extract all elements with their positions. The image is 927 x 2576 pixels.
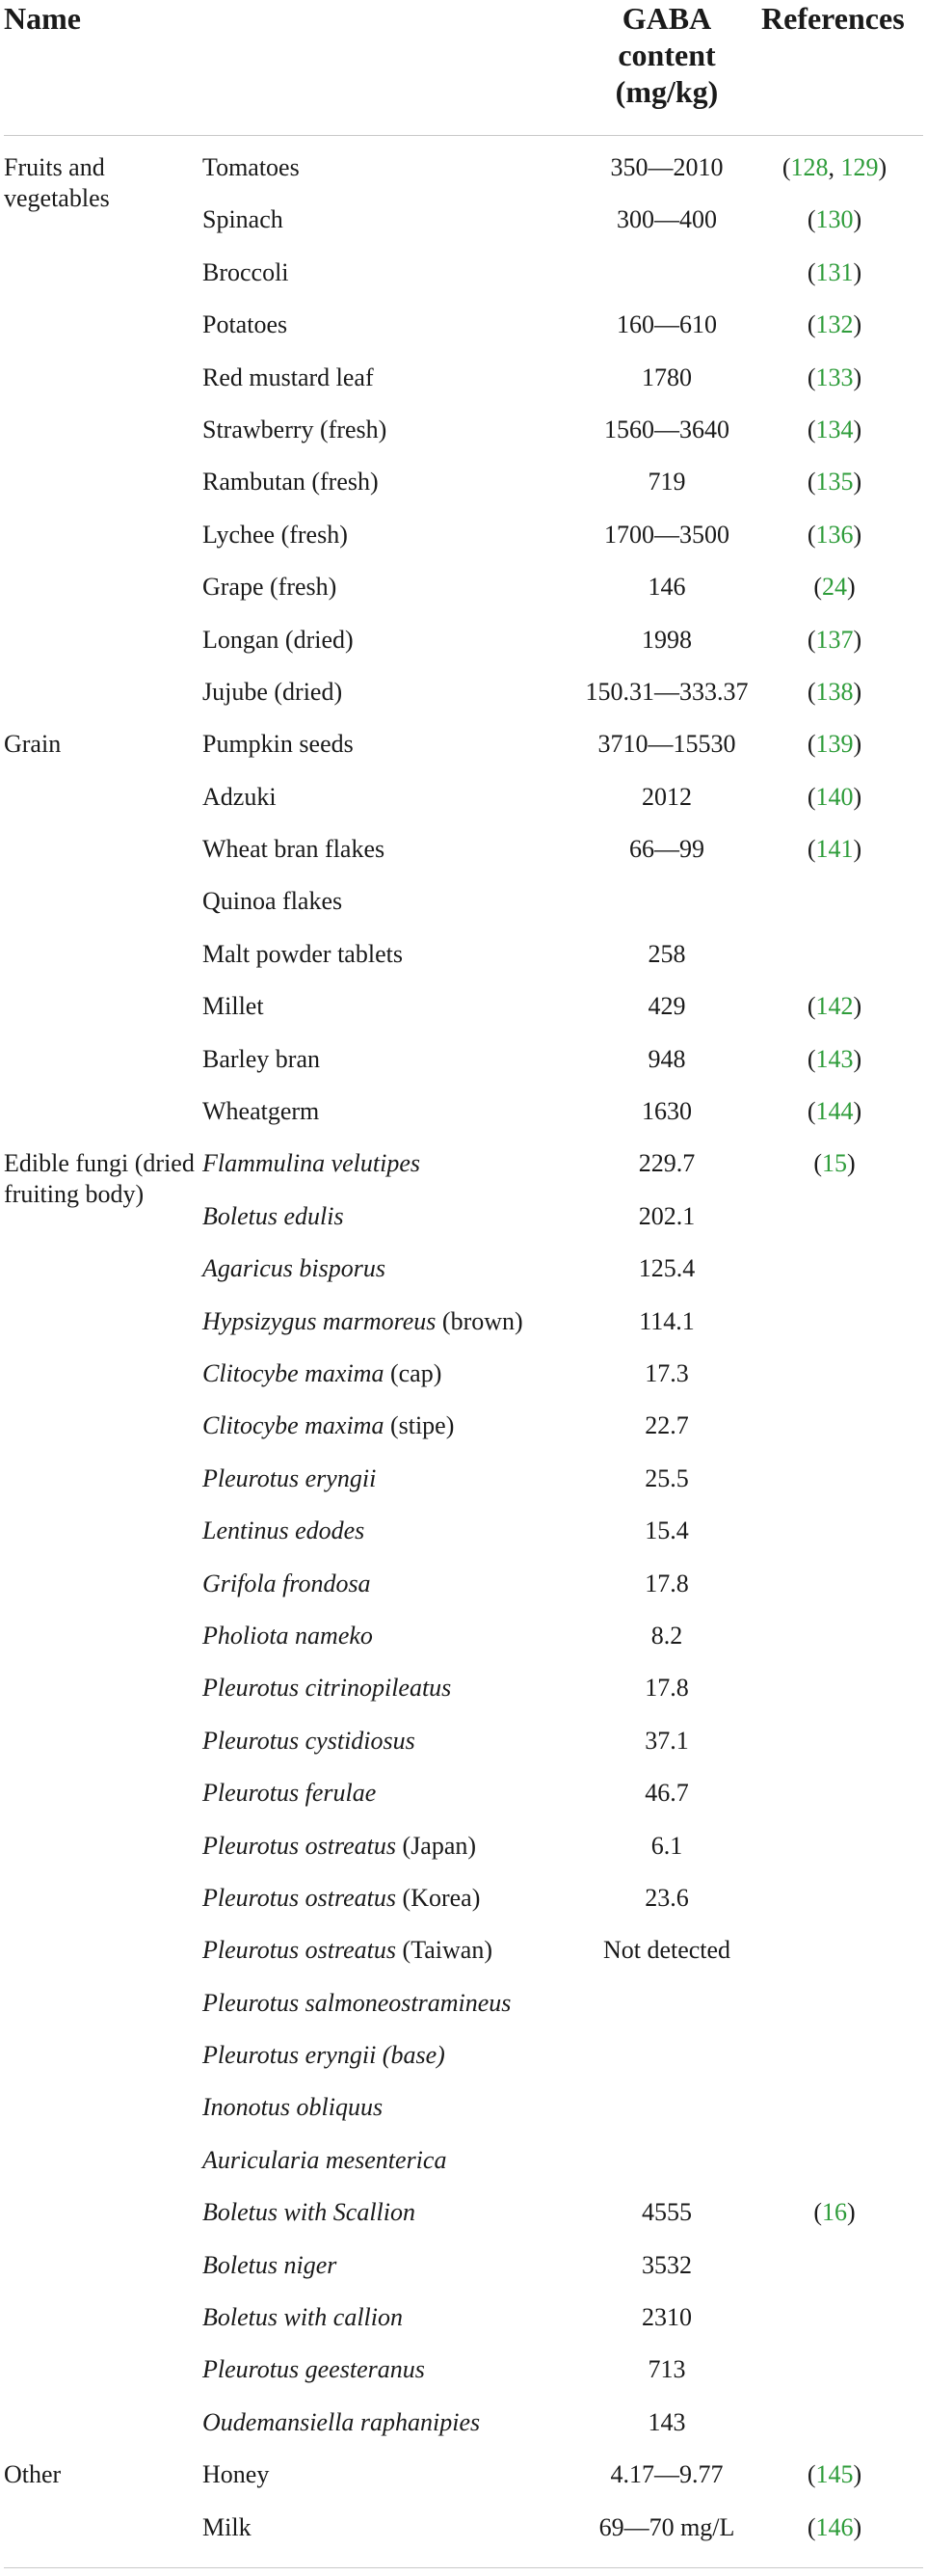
- table-row: [0, 1988, 927, 2040]
- table-row: [0, 625, 927, 677]
- gaba-value-cell: 69—70 mg/L: [598, 2512, 735, 2541]
- header-references: References: [761, 1, 905, 36]
- table-row: [0, 677, 927, 729]
- item-name: Boletus with callion: [202, 2303, 403, 2332]
- table-row: [0, 520, 927, 572]
- gaba-value-cell: 258: [648, 939, 686, 968]
- item-name: Boletus niger: [202, 2250, 337, 2279]
- item-qualifier: (brown): [436, 1306, 523, 1335]
- item-cell: [202, 2459, 269, 2490]
- references-cell: (128, 129): [781, 153, 887, 181]
- reference-link[interactable]: 132: [815, 310, 854, 339]
- item-cell: [202, 1306, 523, 1337]
- item-cell: [202, 1883, 480, 1914]
- gaba-value-cell: 17.8: [645, 1569, 689, 1597]
- gaba-value-cell: 150.31—333.37: [585, 677, 749, 706]
- item-name: Rambutan (fresh): [202, 468, 379, 496]
- header-name: Name: [4, 1, 81, 36]
- item-name: Agaricus bisporus: [202, 1254, 385, 1283]
- category-cell: Edible fungi (dried fruiting body): [4, 1149, 195, 1209]
- table-row: [0, 1831, 927, 1883]
- reference-link[interactable]: 141: [815, 835, 854, 864]
- gaba-value-cell: 6.1: [650, 1831, 683, 1860]
- references-cell: (138): [807, 677, 862, 706]
- item-name: Clitocybe maxima: [202, 1358, 384, 1387]
- item-cell: [202, 1463, 376, 1494]
- item-name: Lentinus edodes: [202, 1516, 365, 1545]
- gaba-value-cell: 229.7: [638, 1149, 696, 1178]
- reference-link[interactable]: 134: [815, 415, 854, 443]
- item-name: Clitocybe maxima: [202, 1411, 384, 1440]
- item-cell: [202, 2092, 383, 2123]
- gaba-value-cell: 2012: [642, 782, 692, 811]
- references-cell: (137): [807, 625, 862, 654]
- gaba-value-cell: 1998: [642, 625, 692, 654]
- reference-link[interactable]: 129: [840, 153, 879, 181]
- item-name: Pumpkin seeds: [202, 730, 354, 759]
- item-cell: [202, 1148, 420, 1179]
- item-cell: [202, 1935, 492, 1966]
- gaba-value-cell: 202.1: [638, 1201, 696, 1230]
- gaba-value-cell: 1780: [642, 362, 692, 391]
- table-row: [0, 1096, 927, 1148]
- item-name: Malt powder tablets: [202, 939, 403, 968]
- item-name: Inonotus obliquus: [202, 2093, 384, 2122]
- item-cell: [202, 415, 386, 445]
- table-row: [0, 1516, 927, 1568]
- item-name: Pleurotus cystidiosus: [202, 1726, 415, 1755]
- table-header: [0, 0, 927, 135]
- item-name: Pleurotus eryngii (base): [202, 2041, 445, 2070]
- item-name: Longan (dried): [202, 625, 354, 654]
- item-name: Wheatgerm: [202, 1097, 320, 1126]
- references-cell: (16): [813, 2198, 856, 2227]
- references-cell: (132): [807, 310, 862, 339]
- item-cell: [202, 520, 348, 550]
- gaba-value-cell: 23.6: [645, 1883, 689, 1912]
- reference-link[interactable]: 128: [790, 153, 829, 181]
- item-cell: [202, 625, 354, 656]
- table-bottom-rule: [4, 2567, 923, 2568]
- table-row: [0, 2092, 927, 2144]
- item-cell: [202, 886, 342, 917]
- gaba-value-cell: 1560—3640: [604, 415, 729, 443]
- header-gaba-line: GABA: [622, 1, 712, 36]
- table-row: [0, 1044, 927, 1096]
- header-divider: [4, 135, 923, 136]
- item-name: Milk: [202, 2512, 252, 2541]
- gaba-value-cell: 429: [648, 992, 686, 1021]
- gaba-value-cell: 66—99: [629, 835, 704, 864]
- item-name: Strawberry (fresh): [202, 415, 387, 443]
- header-gaba-line: (mg/kg): [615, 74, 719, 109]
- table-row: [0, 1569, 927, 1621]
- item-cell: [202, 2145, 446, 2176]
- table-row: [0, 257, 927, 309]
- item-name: Barley bran: [202, 1044, 321, 1073]
- references-cell: (143): [807, 1044, 862, 1073]
- item-cell: [202, 1410, 454, 1441]
- item-name: Pleurotus eryngii: [202, 1463, 377, 1492]
- gaba-value-cell: 146: [648, 573, 686, 602]
- reference-link[interactable]: 142: [815, 992, 854, 1021]
- references-cell: (135): [807, 468, 862, 496]
- references-cell: (142): [807, 992, 862, 1021]
- gaba-value-cell: 17.3: [645, 1358, 689, 1387]
- item-name: Broccoli: [202, 257, 289, 286]
- item-cell: [202, 1778, 376, 1809]
- table-row: [0, 572, 927, 624]
- item-cell: [202, 1516, 364, 1546]
- gaba-value-cell: 17.8: [645, 1674, 689, 1703]
- item-cell: [202, 2354, 425, 2385]
- gaba-value-cell: 713: [648, 2355, 686, 2384]
- table-row: [0, 2250, 927, 2302]
- item-qualifier: (Korea): [396, 1883, 481, 1912]
- item-cell: [202, 152, 300, 183]
- item-name: Wheat bran flakes: [202, 835, 385, 864]
- table-row: [0, 1621, 927, 1673]
- gaba-value-cell: 1700—3500: [604, 520, 729, 549]
- item-cell: [202, 1201, 344, 1232]
- reference-link[interactable]: 146: [815, 2512, 854, 2541]
- table-row: [0, 309, 927, 362]
- references-cell: (144): [807, 1097, 862, 1126]
- table-row: [0, 1883, 927, 1935]
- table-row: [0, 1306, 927, 1358]
- table-row: [0, 1726, 927, 1778]
- references-cell: (130): [807, 205, 862, 234]
- references-cell: (140): [807, 782, 862, 811]
- table-row: [0, 1358, 927, 1410]
- table-row: [0, 152, 927, 212]
- item-name: Pleurotus salmoneostramineus: [202, 1988, 512, 2017]
- item-cell: [202, 1358, 441, 1389]
- item-cell: [202, 1044, 320, 1075]
- table-row: [0, 2512, 927, 2564]
- references-cell: (134): [807, 415, 862, 443]
- item-cell: [202, 1621, 373, 1651]
- item-cell: [202, 362, 374, 393]
- gaba-value-cell: 160—610: [617, 310, 717, 339]
- item-cell: [202, 1831, 476, 1862]
- gaba-value-cell: 719: [648, 468, 686, 496]
- table-row: [0, 886, 927, 938]
- item-name: Potatoes: [202, 310, 288, 339]
- header-gaba-line: content: [618, 38, 716, 72]
- table-row: [0, 834, 927, 886]
- reference-link[interactable]: 139: [815, 730, 854, 759]
- item-cell: [202, 677, 342, 708]
- table-row: [0, 782, 927, 834]
- item-cell: [202, 2302, 403, 2333]
- reference-link[interactable]: 131: [815, 257, 854, 286]
- table-row: [0, 2197, 927, 2249]
- table-row: [0, 991, 927, 1043]
- item-name: Boletus edulis: [202, 1201, 344, 1230]
- gaba-value-cell: 22.7: [645, 1411, 689, 1440]
- item-cell: [202, 991, 264, 1022]
- gaba-value-cell: 4.17—9.77: [610, 2460, 724, 2489]
- table-body: [0, 152, 927, 2564]
- item-name: Pleurotus ostreatus: [202, 1831, 397, 1860]
- references-cell: (15): [813, 1149, 856, 1178]
- item-name: Tomatoes: [202, 153, 300, 181]
- item-name: Grape (fresh): [202, 573, 337, 602]
- table-row: [0, 362, 927, 415]
- item-qualifier: (cap): [384, 1358, 442, 1387]
- reference-link[interactable]: 143: [815, 1044, 854, 1073]
- table-row: [0, 1673, 927, 1725]
- table-row: [0, 1410, 927, 1462]
- item-name: Jujube (dried): [202, 677, 343, 706]
- item-cell: [202, 1726, 415, 1757]
- table-row: [0, 2459, 927, 2511]
- table-row: [0, 729, 927, 781]
- reference-link[interactable]: 133: [815, 362, 854, 391]
- item-name: Pholiota nameko: [202, 1621, 373, 1650]
- item-cell: [202, 467, 379, 497]
- item-name: Lychee (fresh): [202, 520, 348, 549]
- category-cell: Grain: [4, 730, 62, 759]
- table-row: [0, 1253, 927, 1305]
- table-row: [0, 2145, 927, 2197]
- item-name: Flammulina velutipes: [202, 1149, 421, 1178]
- gaba-value-cell: 300—400: [617, 205, 717, 234]
- reference-link[interactable]: 130: [815, 205, 854, 234]
- gaba-value-cell: 143: [648, 2407, 686, 2436]
- table-row: [0, 415, 927, 467]
- item-qualifier: (stipe): [384, 1411, 455, 1440]
- item-cell: [202, 2512, 252, 2543]
- gaba-value-cell: Not detected: [602, 1936, 731, 1965]
- table-row: [0, 204, 927, 256]
- reference-link[interactable]: 144: [815, 1097, 854, 1126]
- item-cell: [202, 1096, 319, 1127]
- gaba-value-cell: 3532: [642, 2250, 692, 2279]
- table-row: [0, 1148, 927, 1209]
- table-row: [0, 1463, 927, 1516]
- item-name: Pleurotus ostreatus: [202, 1883, 397, 1912]
- item-cell: [202, 572, 336, 603]
- reference-link[interactable]: 140: [815, 782, 854, 811]
- gaba-value-cell: 125.4: [638, 1254, 696, 1283]
- reference-link[interactable]: 15: [822, 1149, 847, 1178]
- item-cell: [202, 1673, 451, 1704]
- table-row: [0, 2354, 927, 2406]
- gaba-value-cell: 46.7: [645, 1779, 689, 1808]
- references-cell: (131): [807, 257, 862, 286]
- item-name: Auricularia mesenterica: [202, 2145, 447, 2174]
- item-cell: [202, 1569, 371, 1599]
- references-cell: (136): [807, 520, 862, 549]
- gaba-value-cell: 350—2010: [610, 153, 724, 181]
- reference-link[interactable]: 145: [815, 2460, 854, 2489]
- item-name: Millet: [202, 992, 264, 1021]
- gaba-value-cell: 1630: [642, 1097, 692, 1126]
- item-name: Spinach: [202, 205, 283, 234]
- gaba-value-cell: 37.1: [645, 1726, 689, 1755]
- gaba-value-cell: 3710—15530: [597, 730, 736, 759]
- table-row: [0, 2302, 927, 2354]
- reference-link[interactable]: 16: [822, 2198, 847, 2227]
- item-name: Oudemansiella raphanipies: [202, 2407, 481, 2436]
- gaba-value-cell: 4555: [642, 2198, 692, 2227]
- item-cell: [202, 939, 403, 970]
- gaba-value-cell: 25.5: [645, 1463, 689, 1492]
- item-cell: [202, 257, 289, 288]
- table-row: [0, 2040, 927, 2092]
- header-gaba-content: [580, 0, 754, 110]
- item-cell: [202, 2197, 415, 2228]
- gaba-value-cell: 2310: [642, 2303, 692, 2332]
- item-name: Red mustard leaf: [202, 362, 374, 391]
- item-name: Grifola frondosa: [202, 1569, 371, 1597]
- item-cell: [202, 782, 277, 813]
- gaba-value-cell: 114.1: [639, 1306, 695, 1335]
- item-cell: [202, 2040, 445, 2071]
- reference-link[interactable]: 135: [815, 468, 854, 496]
- table-row: [0, 1935, 927, 1987]
- item-name: Pleurotus geesteranus: [202, 2355, 425, 2384]
- item-cell: [202, 2407, 480, 2438]
- item-cell: [202, 834, 384, 865]
- item-name: Boletus with Scallion: [202, 2198, 415, 2227]
- references-cell: (141): [807, 835, 862, 864]
- table-row: [0, 1201, 927, 1253]
- references-cell: (133): [807, 362, 862, 391]
- item-cell: [202, 309, 287, 340]
- category-cell: Fruits and vegetables: [4, 153, 110, 212]
- item-name: Hypsizygus marmoreus: [202, 1306, 437, 1335]
- references-cell: (139): [807, 730, 862, 759]
- table-row: [0, 1778, 927, 1830]
- item-cell: [202, 2250, 336, 2281]
- item-name: Pleurotus citrinopileatus: [202, 1674, 452, 1703]
- gaba-value-cell: 948: [648, 1044, 686, 1073]
- item-cell: [202, 729, 354, 760]
- gaba-value-cell: 15.4: [645, 1516, 689, 1545]
- gaba-value-cell: 8.2: [650, 1621, 683, 1650]
- references-cell: (145): [807, 2460, 862, 2489]
- item-name: Pleurotus ferulae: [202, 1779, 377, 1808]
- reference-link[interactable]: 137: [815, 625, 854, 654]
- table-row: [0, 939, 927, 991]
- item-cell: [202, 204, 283, 235]
- item-name: Adzuki: [202, 782, 277, 811]
- item-qualifier: (Taiwan): [396, 1936, 492, 1965]
- table-row: [0, 2407, 927, 2459]
- reference-link[interactable]: 138: [815, 677, 854, 706]
- item-name: Quinoa flakes: [202, 887, 343, 916]
- item-name: Honey: [202, 2460, 270, 2489]
- category-cell: Other: [4, 2460, 62, 2489]
- item-qualifier: (Japan): [396, 1831, 477, 1860]
- table-row: [0, 467, 927, 519]
- references-cell: (146): [807, 2512, 862, 2541]
- item-cell: [202, 1988, 511, 2019]
- references-cell: (24): [813, 573, 856, 602]
- reference-link[interactable]: 136: [815, 520, 854, 549]
- item-name: Pleurotus ostreatus: [202, 1936, 397, 1965]
- item-cell: [202, 1253, 385, 1284]
- reference-link[interactable]: 24: [822, 573, 847, 602]
